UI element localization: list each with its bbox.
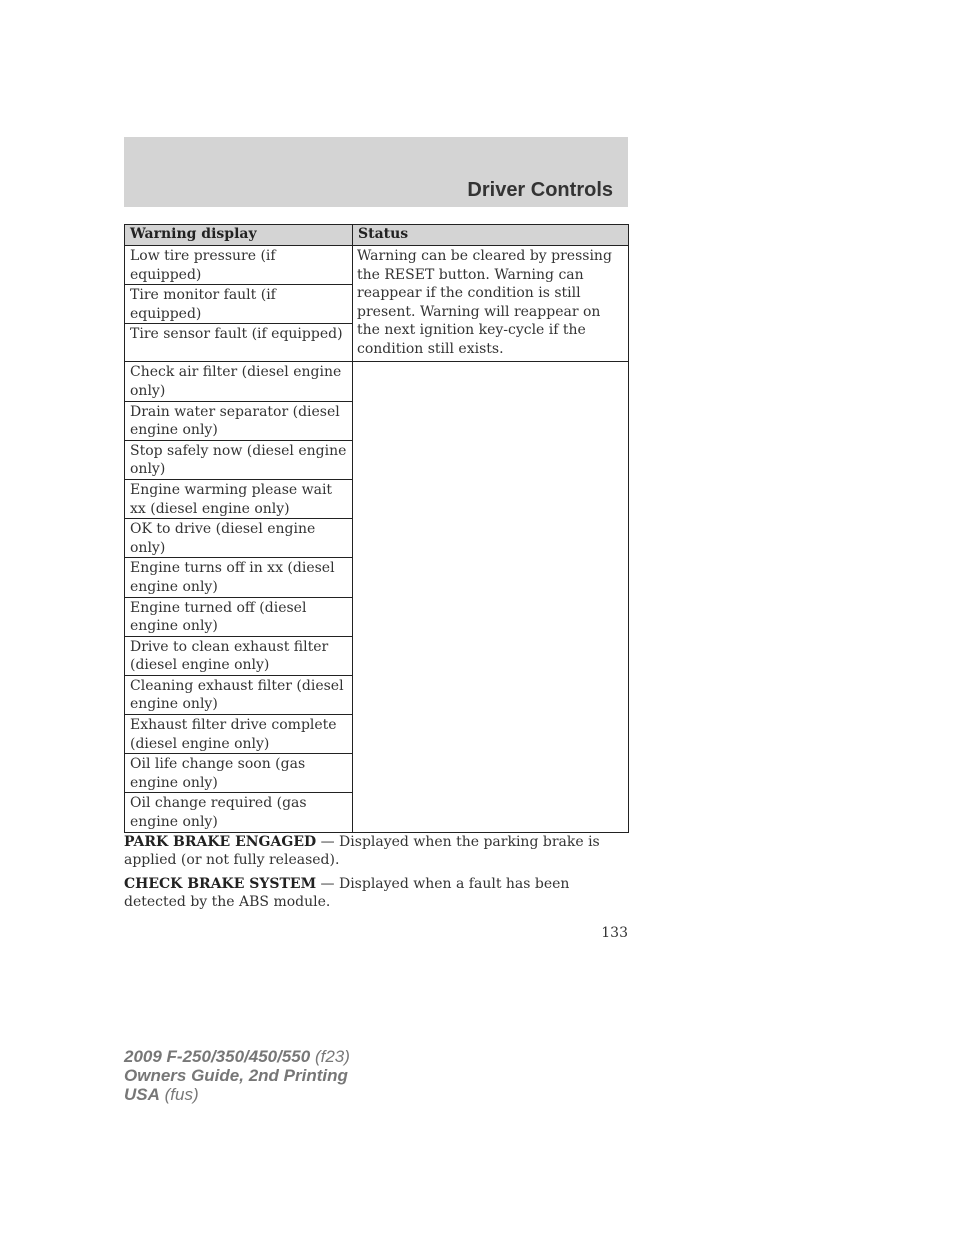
footer-market-code: (fus) <box>159 1085 199 1104</box>
footer-model-code: (f23) <box>310 1047 350 1066</box>
check-brake-paragraph <box>124 875 628 911</box>
section-title: Driver Controls <box>467 179 613 201</box>
park-brake-paragraph <box>124 833 628 869</box>
check-brake-term: CHECK BRAKE SYSTEM <box>124 876 317 892</box>
warning-cell: Oil change required (gas engine only) <box>125 793 353 832</box>
table-row <box>125 246 629 285</box>
park-brake-term: PARK BRAKE ENGAGED <box>124 834 317 850</box>
footer-guide-text: Owners Guide, 2nd Printing <box>124 1066 348 1085</box>
warning-cell: Check air filter (diesel engine only) <box>125 362 353 401</box>
warning-cell: Cleaning exhaust filter (diesel engine only) <box>125 675 353 714</box>
footer-line-market <box>124 1085 350 1104</box>
table-row <box>125 362 629 401</box>
warning-cell: Drain water separator (diesel engine only) <box>125 401 353 440</box>
warning-cell: Tire monitor fault (if equipped) <box>125 285 353 324</box>
warning-cell: Engine turns off in xx (diesel engine only) <box>125 558 353 597</box>
status-cell-engine <box>353 362 629 832</box>
footer-line-model <box>124 1047 350 1066</box>
warning-cell: Stop safely now (diesel engine only) <box>125 440 353 479</box>
warning-cell: Drive to clean exhaust filter (diesel engine only) <box>125 636 353 675</box>
warning-cell: Engine warming please wait xx (diesel engine only) <box>125 479 353 518</box>
section-header-band <box>124 137 628 207</box>
warning-cell: Exhaust filter drive complete (diesel engine only) <box>125 715 353 754</box>
footer-model-text: 2009 F-250/350/450/550 <box>124 1047 311 1066</box>
warning-cell: Tire sensor fault (if equipped) <box>125 324 353 362</box>
footer-market-text: USA <box>124 1085 160 1104</box>
column-header-status: Status <box>353 225 629 246</box>
warning-cell: Oil life change soon (gas engine only) <box>125 754 353 793</box>
warning-cell: OK to drive (diesel engine only) <box>125 519 353 558</box>
document-footer <box>124 1047 350 1104</box>
status-cell-tpms: Warning can be cleared by pressing the RESET button. Warning can reappear if the condition is still present. Warning will reappear on the next ignition key-cycle if the condition still exists. <box>353 246 629 362</box>
page-number: 133 <box>601 925 628 941</box>
warning-display-table <box>124 224 629 833</box>
column-header-warning-display: Warning display <box>125 225 353 246</box>
check-brake-description: — Displayed when a fault has been detected by the ABS module. <box>124 876 570 910</box>
warning-cell: Engine turned off (diesel engine only) <box>125 597 353 636</box>
warning-cell: Low tire pressure (if equipped) <box>125 246 353 285</box>
footer-line-guide <box>124 1066 350 1085</box>
table-header-row <box>125 225 629 246</box>
park-brake-description: — Displayed when the parking brake is applied (or not fully released). <box>124 834 600 868</box>
